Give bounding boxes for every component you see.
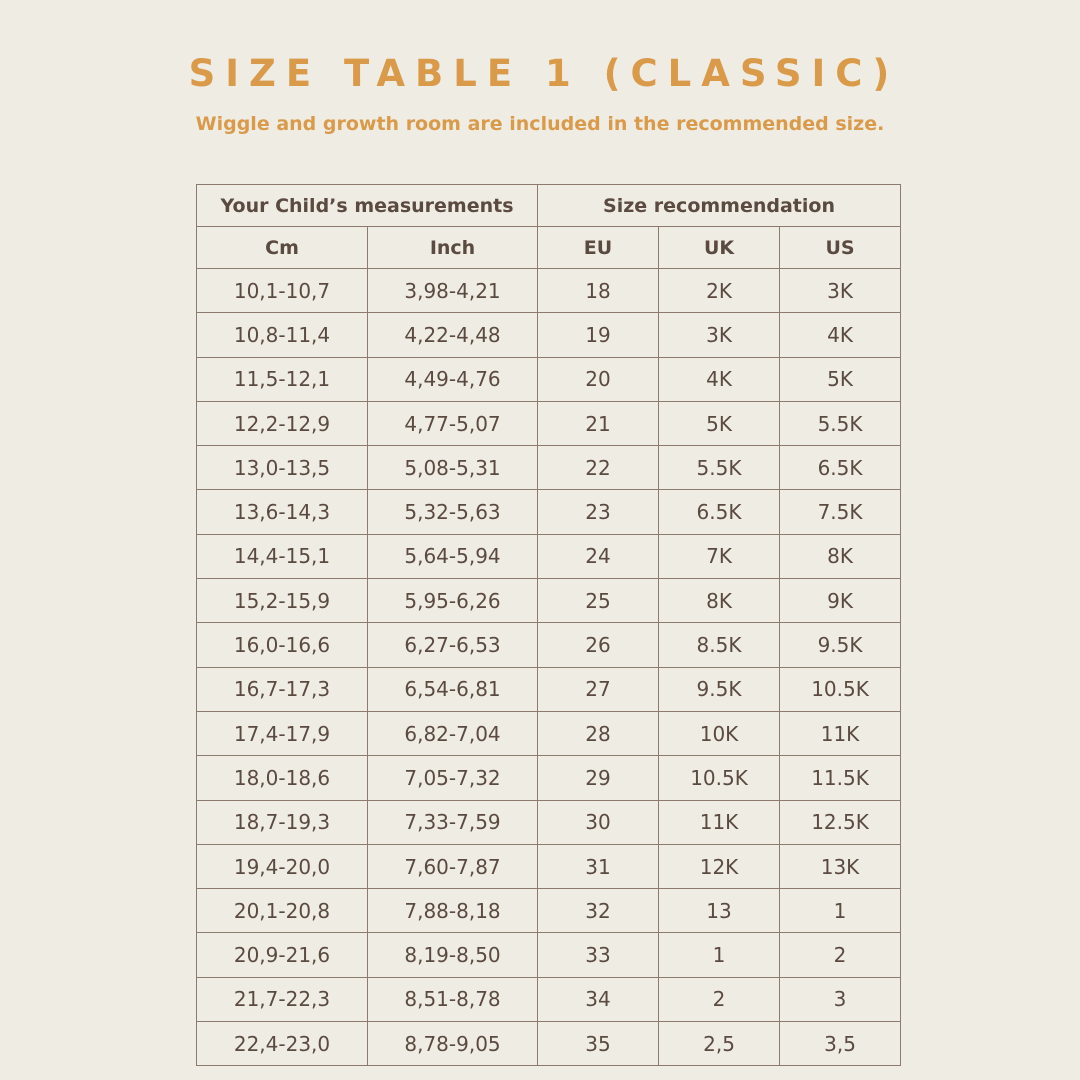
table-body — [197, 269, 901, 1066]
cell-us: 7.5K — [780, 490, 901, 534]
cell-inch: 8,78-9,05 — [368, 1022, 538, 1066]
cell-eu: 33 — [538, 933, 659, 977]
cell-uk: 11K — [659, 800, 780, 844]
cell-inch: 6,82-7,04 — [368, 711, 538, 755]
cell-inch: 8,19-8,50 — [368, 933, 538, 977]
cell-eu: 31 — [538, 844, 659, 888]
cell-cm: 14,4-15,1 — [197, 534, 368, 578]
recommendation-group-header: Size recommendation — [538, 185, 901, 227]
column-header-cm: Cm — [197, 227, 368, 269]
table-row — [197, 844, 901, 888]
cell-inch: 6,27-6,53 — [368, 623, 538, 667]
cell-eu: 22 — [538, 446, 659, 490]
table-row — [197, 756, 901, 800]
cell-cm: 19,4-20,0 — [197, 844, 368, 888]
cell-cm: 20,9-21,6 — [197, 933, 368, 977]
cell-us: 2 — [780, 933, 901, 977]
cell-us: 9K — [780, 579, 901, 623]
cell-inch: 4,49-4,76 — [368, 357, 538, 401]
cell-eu: 18 — [538, 269, 659, 313]
table-row — [197, 446, 901, 490]
page-subtitle: Wiggle and growth room are included in the recommended size. — [195, 113, 885, 135]
cell-uk: 3K — [659, 313, 780, 357]
cell-eu: 21 — [538, 401, 659, 445]
table-row — [197, 667, 901, 711]
cell-inch: 5,08-5,31 — [368, 446, 538, 490]
table-row — [197, 490, 901, 534]
cell-us: 1 — [780, 889, 901, 933]
cell-eu: 29 — [538, 756, 659, 800]
cell-cm: 18,0-18,6 — [197, 756, 368, 800]
cell-cm: 17,4-17,9 — [197, 711, 368, 755]
cell-inch: 5,95-6,26 — [368, 579, 538, 623]
table-row — [197, 800, 901, 844]
table-row — [197, 1022, 901, 1066]
cell-us: 3K — [780, 269, 901, 313]
cell-eu: 23 — [538, 490, 659, 534]
size-table — [196, 184, 901, 1066]
cell-uk: 2 — [659, 977, 780, 1021]
cell-eu: 28 — [538, 711, 659, 755]
cell-cm: 13,6-14,3 — [197, 490, 368, 534]
cell-uk: 13 — [659, 889, 780, 933]
cell-us: 5K — [780, 357, 901, 401]
cell-inch: 5,32-5,63 — [368, 490, 538, 534]
cell-eu: 19 — [538, 313, 659, 357]
cell-inch: 7,33-7,59 — [368, 800, 538, 844]
cell-us: 3,5 — [780, 1022, 901, 1066]
cell-eu: 27 — [538, 667, 659, 711]
measurements-group-header: Your Child’s measurements — [197, 185, 538, 227]
cell-cm: 18,7-19,3 — [197, 800, 368, 844]
cell-us: 8K — [780, 534, 901, 578]
table-row — [197, 313, 901, 357]
cell-cm: 15,2-15,9 — [197, 579, 368, 623]
cell-eu: 34 — [538, 977, 659, 1021]
cell-inch: 4,22-4,48 — [368, 313, 538, 357]
cell-cm: 10,1-10,7 — [197, 269, 368, 313]
column-header-row — [197, 227, 901, 269]
cell-inch: 5,64-5,94 — [368, 534, 538, 578]
cell-uk: 2K — [659, 269, 780, 313]
cell-inch: 6,54-6,81 — [368, 667, 538, 711]
cell-uk: 8.5K — [659, 623, 780, 667]
table-row — [197, 889, 901, 933]
cell-us: 10.5K — [780, 667, 901, 711]
cell-uk: 10.5K — [659, 756, 780, 800]
cell-cm: 11,5-12,1 — [197, 357, 368, 401]
cell-us: 12.5K — [780, 800, 901, 844]
cell-uk: 2,5 — [659, 1022, 780, 1066]
cell-eu: 20 — [538, 357, 659, 401]
group-header-row — [197, 185, 901, 227]
cell-inch: 4,77-5,07 — [368, 401, 538, 445]
column-header-us: US — [780, 227, 901, 269]
cell-cm: 22,4-23,0 — [197, 1022, 368, 1066]
cell-us: 11.5K — [780, 756, 901, 800]
cell-uk: 8K — [659, 579, 780, 623]
cell-us: 13K — [780, 844, 901, 888]
cell-uk: 9.5K — [659, 667, 780, 711]
cell-eu: 30 — [538, 800, 659, 844]
cell-us: 6.5K — [780, 446, 901, 490]
cell-uk: 7K — [659, 534, 780, 578]
table-row — [197, 534, 901, 578]
cell-uk: 5.5K — [659, 446, 780, 490]
cell-us: 9.5K — [780, 623, 901, 667]
table-row — [197, 977, 901, 1021]
cell-cm: 21,7-22,3 — [197, 977, 368, 1021]
cell-eu: 25 — [538, 579, 659, 623]
cell-uk: 5K — [659, 401, 780, 445]
cell-inch: 8,51-8,78 — [368, 977, 538, 1021]
table-row — [197, 401, 901, 445]
cell-eu: 35 — [538, 1022, 659, 1066]
cell-uk: 12K — [659, 844, 780, 888]
cell-uk: 1 — [659, 933, 780, 977]
cell-cm: 12,2-12,9 — [197, 401, 368, 445]
table-row — [197, 579, 901, 623]
column-header-eu: EU — [538, 227, 659, 269]
cell-us: 5.5K — [780, 401, 901, 445]
cell-eu: 26 — [538, 623, 659, 667]
cell-us: 11K — [780, 711, 901, 755]
cell-cm: 16,7-17,3 — [197, 667, 368, 711]
cell-eu: 24 — [538, 534, 659, 578]
table-row — [197, 933, 901, 977]
cell-uk: 6.5K — [659, 490, 780, 534]
table-row — [197, 711, 901, 755]
cell-cm: 10,8-11,4 — [197, 313, 368, 357]
table-row — [197, 623, 901, 667]
cell-cm: 20,1-20,8 — [197, 889, 368, 933]
cell-cm: 13,0-13,5 — [197, 446, 368, 490]
cell-us: 3 — [780, 977, 901, 1021]
cell-cm: 16,0-16,6 — [197, 623, 368, 667]
page-title: SIZE TABLE 1 (CLASSIC) — [188, 52, 900, 95]
cell-uk: 4K — [659, 357, 780, 401]
cell-us: 4K — [780, 313, 901, 357]
cell-eu: 32 — [538, 889, 659, 933]
table-row — [197, 357, 901, 401]
column-header-uk: UK — [659, 227, 780, 269]
cell-inch: 3,98-4,21 — [368, 269, 538, 313]
table-row — [197, 269, 901, 313]
cell-uk: 10K — [659, 711, 780, 755]
cell-inch: 7,60-7,87 — [368, 844, 538, 888]
column-header-inch: Inch — [368, 227, 538, 269]
table-header — [197, 185, 901, 269]
cell-inch: 7,05-7,32 — [368, 756, 538, 800]
cell-inch: 7,88-8,18 — [368, 889, 538, 933]
